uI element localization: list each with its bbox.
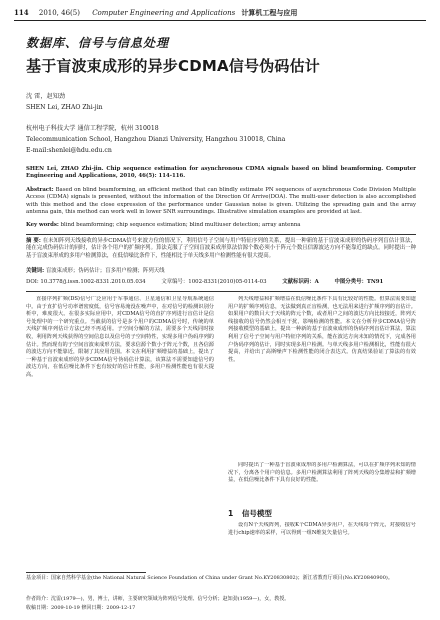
journal-name-cn: 计算机工程与应用 [241, 8, 298, 17]
abstract-cn-label: 摘 要: [26, 238, 41, 244]
article-number: 文章编号：1002-8331(2010)05-0114-03 [161, 279, 267, 285]
footnote-author: 作者简介：沈雷(1979—)，男，博士，讲师，主要研究领域为阵列信号处理、信号分析；赵知劲(1959—)，女，教授。 [26, 596, 290, 602]
section-number: 1 [228, 509, 234, 518]
body-right-column: 列天线增益和扩频增益在低信噪比条件下具有比较好的性能。但算法需要知道用户的扩频序列信息，无法做到真正盲检测，也无法用来进行扩频序列的盲估计。如果用户的数目大于天线的阵元个数，或者用户之间的波达方向比较接近，阵列天线接收的信号仍然会相互干扰，影响检测的性能。本文在分析异步CDMA信号阵列接收模型的基础上，提出一种新的基于盲波束成形的伪码序列盲估计算法，算法利用了信号子空间与用户特征序列的关系，能在波达方向未知的情况下，完成各用户伪码序列的估计，同时实现多用户检测。与单天线多用户检测相比，性能有很大提高，并给出了高斯噪声下检测性能的闭合表达式。仿真结果验证了算法的有效性。 [228, 296, 416, 363]
header-rule [14, 20, 426, 21]
citation: SHEN Lei, ZHAO Zhi-jin. Chip sequence estimation for asynchronous CDMA signals based on blind beamforming. Computer Engineering and Applications, 2010, 46(5): 114-116. [26, 166, 416, 180]
body-right-column-2: 同时提出了一种基于盲波束成形的多用户检测算法，可以在扩频序列未知的情况下，分离各个用户的信息。多用户检测算法利用了阵列天线的分集增益和扩频增益，在低信噪比条件下具有良好的性能。 [228, 462, 416, 484]
email: E-mail:shenlei@hdu.edu.cn [26, 147, 112, 154]
abstract-en [26, 187, 416, 217]
body-left-column: 直接序列扩频(DS)信号广泛应用于军事通信、卫星通信和卫星导航系统通信中。由于直扩信号功率谱密度低，信号容易淹没在噪声中，在对信号的检测识别分析中，难度很大。在很多实际应用中，对CDMA信号的直扩序列进行盲估计是信号处理中的一个研究重点。当截获的信号是多个用户的CDMA信号时，传统的单天线扩频序列估计方法已经不再适用。子空间分解的方法，需要多个天线同时接收，利用阵列天线获得的空间信息以及信号的子空间特性，实现多用户伪码序列的估计。然而现有的子空间盲波束成形方法，要求信源个数小于阵元个数，且各信源的波达方向不能靠近，限制了其应用范围。本文在利用扩频增益的基础上，提出了一种基于盲波束成形的异步CDMA信号伪码估计算法，该算法不需要知道信号的波达方向，在低信噪比条件下也有较好的估计性能，多用户检测性能也有很大提高。 [26, 296, 214, 378]
abstract-en-label: Abstract: [26, 187, 54, 193]
column-label: 数据库、信号与信息处理 [26, 36, 170, 50]
keywords-en [26, 222, 416, 229]
keywords-cn-label: 关键词: [26, 268, 45, 274]
journal-name-en: Computer Engineering and Applications [92, 9, 236, 17]
abstract-cn-text: 在未知阵列天线接收的异步CDMA信号来波方位的情况下，利用信号子空间与用户特征序列的关系，提出一种新的基于盲波束成形的伪码序列盲估计算法，能在完成伪码估计的同时，估计各个用户的扩频序列。算法克服了子空间盲波束成形算法信源个数必须小于阵元个数且信源波达方向不能靠近的缺点。同时提出一种基于盲波束形成的多用户检测算法，在低信噪比条件下，性能相比于单天线多用户检测性能有很大提高。 [26, 238, 416, 259]
doi: DOI: 10.3778/j.issn.1002-8331.2010.05.034 [26, 279, 146, 285]
meta-divider [26, 291, 416, 292]
abstract-cn [26, 238, 416, 260]
abstract-divider [26, 234, 416, 235]
document-code: 文献标识码：A [282, 279, 319, 285]
abstract-en-text: Based on blind beamforming, an efficient method that can blindly estimate PN sequences of asynchronous Code Division Multiple Access (CDMA) signals is presented, without the information of the Direction Of Arrive(DOA). The multi-user detection is also accomplished with this method and the close expression of the performance under Gaussian noise is given. Utilizing the spreading gain and the array antenna gain, this method can work well in lower SNR surroundings. Illustrative simulation examples are provided at last. [26, 187, 416, 216]
keywords-en-label: Key words: [26, 222, 59, 228]
paper-title: 基于盲波束成形的异步CDMA信号伪码估计 [26, 57, 320, 75]
section-title: 信号模型 [241, 509, 272, 518]
article-meta [26, 279, 416, 286]
running-header [14, 6, 426, 20]
footnote-rule [26, 572, 146, 573]
authors-cn: 沈 雷，赵知劲 [26, 93, 66, 100]
section-text: 设有N个天线阵列，接收K个CDMA异步用户，在天线每个阵元，对接收信号进行chip速率的采样，可以得到一组N维复矢量信号。 [228, 522, 416, 536]
keywords-en-text: blind beamforming; chip sequence estimation; blind multiuser detection; array antenna [60, 222, 301, 228]
footnote-dates: 收稿日期：2009-10-19 修回日期：2009-12-17 [26, 605, 136, 611]
keywords-cn-text: 盲波束成形；伪码估计；盲多用户检测；阵列天线 [45, 268, 165, 274]
issue: 2010, 46(5) [38, 9, 80, 17]
authors-en: SHEN Lei, ZHAO Zhi-jin [26, 104, 103, 111]
footnote-fund: 基金项目：国家自然科学基金(the National Natural Science Foundation of China under Grant No.KY20830802)；浙江省教育厅项目(No.KY20840900)。 [26, 575, 393, 581]
affiliation-en: Telecommunication School, Hangzhou Dianzi University, Hangzhou 310018, China [26, 136, 286, 143]
affiliation-cn: 杭州电子科技大学 通信工程学院，杭州 310018 [26, 125, 159, 132]
keywords-cn [26, 268, 416, 275]
clc-number: 中图分类号：TN91 [334, 279, 384, 285]
page-number: 114 [14, 8, 29, 17]
section-heading [228, 508, 416, 519]
